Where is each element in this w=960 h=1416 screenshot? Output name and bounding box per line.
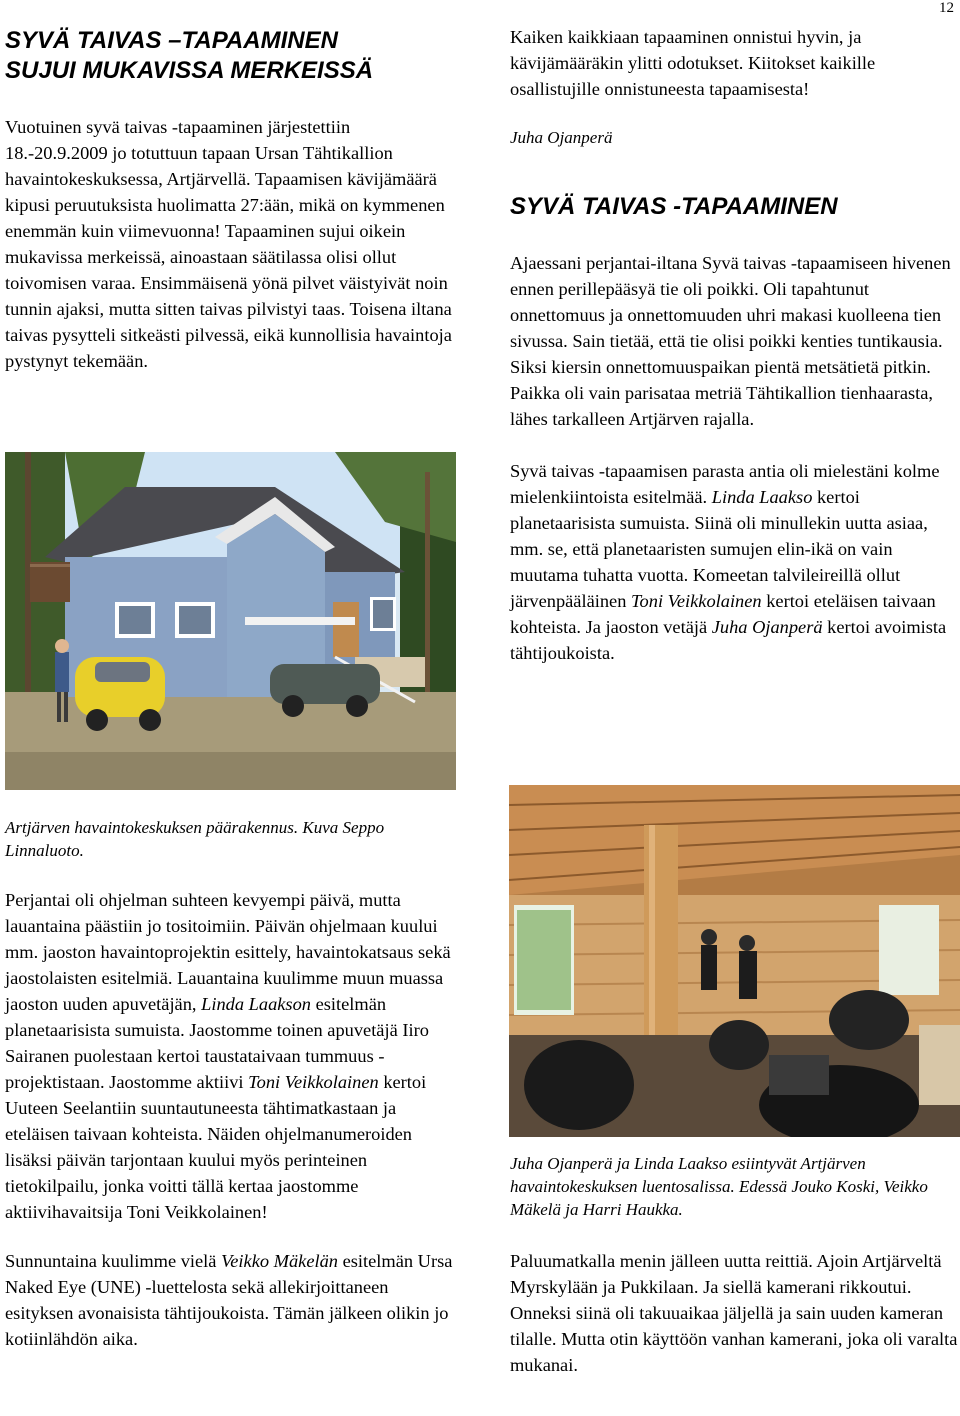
lecture-room-photo <box>509 785 960 1137</box>
best-text-1: Syvä taivas -tapaamisen parasta antia oli mielestäni kolme mielenkiintoista esitelmää. <box>510 461 940 507</box>
best-text-2: kertoi planetaarisista sumuista. Siinä oli minullekin uutta asiaa, mm. se, että planetaaristen sumujen elin-ikä on vain muutama tuhatta vuotta. Komeetan talvileireillä ollut järvenpääläinen <box>510 487 928 611</box>
right-column-lower <box>510 1152 960 1378</box>
left-column-lower <box>5 816 457 1352</box>
drive-paragraph: Ajaessani perjantai-iltana Syvä taivas -tapaamiseen hivenen ennen perillepääsyä tie oli poikki. Oli tapahtunut onnettomuus ja onnettomuuden uhri makasi kuolleena tien sivussa. Sain tietää, että tie olisi poikki kenties tuntikausia. Siksi kiersin onnettomuuspaikan pientä metsätietä pitkin. Paikka oli vain parisataa metriä Tähtikallion tienhaarasta, lähes tarkalleen Artjärven rajalla. <box>510 253 951 429</box>
house-photo <box>5 452 456 790</box>
left-column <box>5 20 457 374</box>
sunday-text-2: esitelmän Ursa Naked Eye (UNE) -luettelosta sekä allekirjoittaneen esityksen avonaisista tähtijoukoista. Tämän jälkeen olikin jo kotiinlähdön aika. <box>5 1251 453 1349</box>
best-linda-name: Linda Laakso <box>711 487 813 507</box>
friday-linda-name: Linda Laakson <box>201 994 311 1014</box>
right-column <box>510 24 960 666</box>
page-number: 12 <box>939 0 954 16</box>
sunday-paragraph <box>5 1248 457 1352</box>
return-paragraph: Paluumatkalla menin jälleen uutta reittiä. Ajoin Artjärveltä Myrskylään ja Pukkilaan. Ja siellä kamerani rikkoutui. Onneksi siinä oli takuuaikaa jäljellä ja sain uuden kameran tilalle. Mutta otin käyttöön vanhan kamerani, joka oli varalta mukanai. <box>510 1251 958 1375</box>
author-byline: Juha Ojanperä <box>510 128 613 147</box>
best-juha-name: Juha Ojanperä <box>711 617 823 637</box>
house-illustration <box>5 452 456 790</box>
heading-line-1: SYVÄ TAIVAS –TAPAAMINEN <box>5 27 338 54</box>
intro-paragraph: Vuotuinen syvä taivas -tapaaminen järjestettiin 18.-20.9.2009 jo totuttuun tapaan Ursan Tähtikallion havaintokeskuksessa, Artjärvellä. Tapaamisen kävijämäärä kipusi peruutuksista huolimatta 27:ään, mikä on kymmenen enemmän kuin viimevuonna! Tapaaminen sujui oikein mukavissa merkeissä, ainoastaan säätilassa olisi ollut toivomisen varaa. Ensimmäisenä yönä pilvet väistyivät noin tunnin ajaksi, mutta sitten taivas pilvistyi taas. Toisena iltana taivas pysytteli sitkeästi pilvessä, eikä kunnollisia havaintoja pystynyt tekemään. <box>5 117 452 371</box>
sunday-text-1: Sunnuntaina kuulimme vielä <box>5 1251 222 1271</box>
best-text-4: kertoi avoimista tähtijoukoista. <box>510 617 947 663</box>
room-caption: Juha Ojanperä ja Linda Laakso esiintyvät Artjärven havaintokeskuksen luentosalissa. Edessä Jouko Koski, Veikko Mäkelä ja Harri Haukka. <box>510 1154 928 1219</box>
heading-line-2: SUJUI MUKAVISSA MERKEISSÄ <box>5 57 374 84</box>
best-text-3: kertoi eteläisen taivaan kohteista. Ja jaoston vetäjä <box>510 591 936 637</box>
friday-text-3: kertoi Uuteen Seelantiin suuntautuneesta tähtimatkastaan ja eteläisen taivaan kohteista. Näiden ohjelmanumeroiden lisäksi päivän tarjontaan kuului myös perinteinen tietokilpailu, jonka voitti tällä kertaa jaostomme aktiivihavaitsija Toni Veikkolainen! <box>5 1072 427 1222</box>
sunday-veikko-name: Veikko Mäkelän <box>221 1251 338 1271</box>
friday-text-2: esitelmän planetaarisista sumuista. Jaostomme toinen apuvetäjä Iiro Sairanen puolestaan kertoi taustataivaan tummuus -projektistaan. Jaostomme aktiivi <box>5 994 429 1092</box>
article-heading <box>5 26 457 86</box>
best-paragraph <box>510 458 960 666</box>
house-caption: Artjärven havaintokeskuksen päärakennus. Kuva Seppo Linnaluoto. <box>5 818 385 860</box>
friday-text-1: Perjantai oli ohjelman suhteen kevyempi päivä, mutta lauantaina päästiin jo tositoimiin. Päivän ohjelmaan kuului mm. jaoston havaintoprojektin esittely, havaintokatsaus sekä jaostolaisten esitelmiä. Lauantaina kuulimme muun muassa jaoston uuden apuvetäjän, <box>5 890 451 1014</box>
friday-toni-name: Toni Veikkolainen <box>248 1072 379 1092</box>
lecture-room-illustration <box>509 785 960 1137</box>
best-toni-name: Toni Veikkolainen <box>631 591 762 611</box>
second-heading: SYVÄ TAIVAS -TAPAAMINEN <box>510 193 838 220</box>
closing-paragraph: Kaiken kaikkiaan tapaaminen onnistui hyvin, ja kävijämääräkin ylitti odotukset. Kiitokset kaikille osallistujille onnistuneesta tapaamisesta! <box>510 27 876 99</box>
friday-paragraph <box>5 887 457 1225</box>
